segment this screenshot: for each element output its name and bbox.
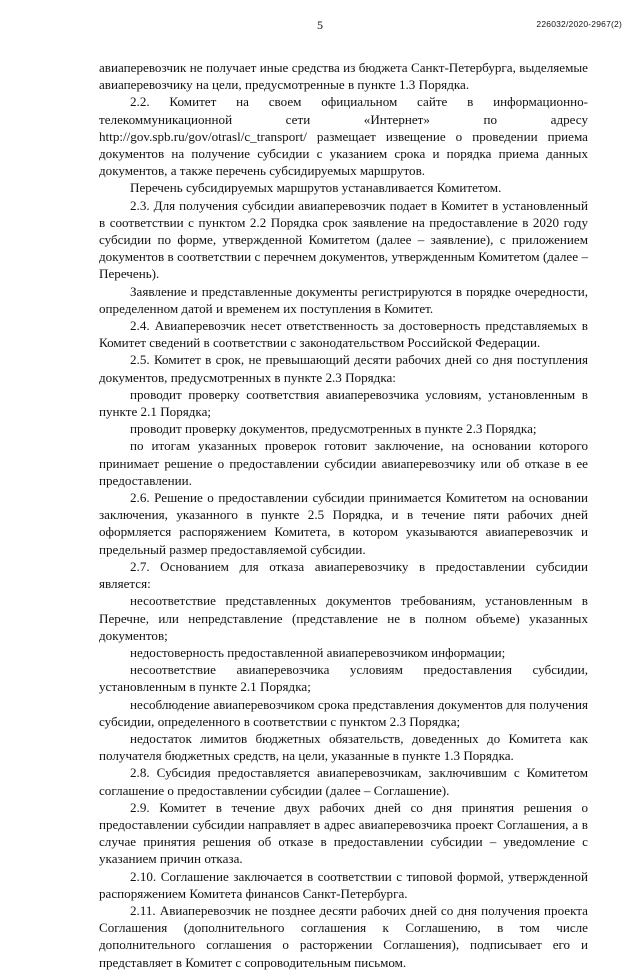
paragraph-2-5: 2.5. Комитет в срок, не превышающий десяти рабочих дней со дня поступления документов, предусмотренных в пункте 2.3 Порядка: bbox=[99, 352, 588, 385]
paragraph-2-7-item-5: недостаток лимитов бюджетных обязательств, доведенных до Комитета как получателя бюджетных средств, на цели, указанные в пункте 1.3 Порядка. bbox=[99, 730, 588, 764]
paragraph-2-8: 2.8. Субсидия предоставляется авиаперевозчикам, заключившим с Комитетом соглашение о предоставлении субсидии (далее – Соглашение). bbox=[99, 765, 588, 798]
paragraph-routes-list: Перечень субсидируемых маршрутов устанавливается Комитетом. bbox=[130, 180, 502, 196]
document-registration-code: 226032/2020-2967(2) bbox=[536, 19, 622, 29]
paragraph-2-11: 2.11. Авиаперевозчик не позднее десяти рабочих дней со дня получения проекта Соглашения (дополнительного соглашения к Соглашению, в том числе дополнительного соглашения о расторжении Соглашения), подписывает его и представляет в Комитет с сопроводительным письмом. bbox=[99, 902, 588, 970]
paragraph-continuation: авиаперевозчик не получает иные средства из бюджета Санкт-Петербурга, выделяемые авиаперевозчику на цели, предусмотренные в пункте 1.3 Порядка. bbox=[99, 60, 588, 93]
paragraph-2-2: 2.2. Комитет на своем официальном сайте в информационно-телекоммуникационной сети «Интернет» по адресу http://gov.spb.ru/gov/otrasl/c_transport/ размещает извещение о проведении приема документов на получение субсидии с указанием срока и порядка приема данных документов, а также перечень субсидируемых маршрутов. bbox=[99, 94, 588, 179]
paragraph-2-5-item-1: проводит проверку соответствия авиаперевозчика условиям, установленным в пункте 2.1 Порядка; bbox=[99, 386, 588, 420]
paragraph-2-6: 2.6. Решение о предоставлении субсидии принимается Комитетом на основании заключения, указанного в пункте 2.5 Порядка, и в течение пяти рабочих дней оформляется распоряжением Комитета, в котором указываются авиаперевозчик и предельный размер предоставляемой субсидии. bbox=[99, 490, 588, 557]
paragraph-2-7: 2.7. Основанием для отказа авиаперевозчику в предоставлении субсидии является: bbox=[99, 558, 588, 592]
paragraph-registration: Заявление и представленные документы регистрируются в порядке очередности, определенном датой и временем их поступления в Комитет. bbox=[99, 283, 588, 316]
paragraph-2-7-item-4: несоблюдение авиаперевозчиком срока представления документов для получения субсидии, определенного в соответствии с пунктом 2.3 Порядка; bbox=[99, 696, 588, 729]
paragraph-2-7-item-2: недостоверность предоставленной авиаперевозчиком информации; bbox=[130, 644, 506, 660]
page-number: 5 bbox=[317, 18, 323, 32]
paragraph-2-5-item-3: по итогам указанных проверок готовит заключение, на основании которого принимает решение о предоставлении субсидии авиаперевозчику или об отказе в ее предоставлении. bbox=[99, 438, 588, 488]
paragraph-2-7-item-3: несоответствие авиаперевозчика условиям предоставления субсидии, установленным в пункте 2.1 Порядка; bbox=[99, 662, 588, 695]
paragraph-2-9: 2.9. Комитет в течение двух рабочих дней со дня принятия решения о предоставлении субсидии направляет в адрес авиаперевозчика проект Соглашения, а в случае принятия решения об отказе в предоставлении субсидии – уведомление с указанием причин отказа. bbox=[99, 799, 588, 867]
paragraph-2-5-item-2: проводит проверку документов, предусмотренных в пункте 2.3 Порядка; bbox=[130, 421, 537, 437]
paragraph-2-7-item-1: несоответствие представленных документов требованиям, установленным в Перечне, или непредставление (представление не в полном объеме) указанных документов; bbox=[99, 593, 588, 643]
document-body bbox=[99, 59, 588, 971]
paragraph-2-10: 2.10. Соглашение заключается в соответствии с типовой формой, утвержденной распоряжением Комитета финансов Санкт-Петербурга. bbox=[99, 868, 588, 901]
paragraph-2-4: 2.4. Авиаперевозчик несет ответственность за достоверность представляемых в Комитет сведений в соответствии с законодательством Российской Федерации. bbox=[99, 318, 588, 351]
paragraph-2-3: 2.3. Для получения субсидии авиаперевозчик подает в Комитет в установленный в соответствии с пунктом 2.2 Порядка срок заявление на предоставление в 2020 году субсидии по форме, утвержденной Комитетом (далее – заявление), с приложением документов в соответствии с перечнем документов, утвержденным Комитетом (далее – Перечень). bbox=[99, 197, 588, 282]
